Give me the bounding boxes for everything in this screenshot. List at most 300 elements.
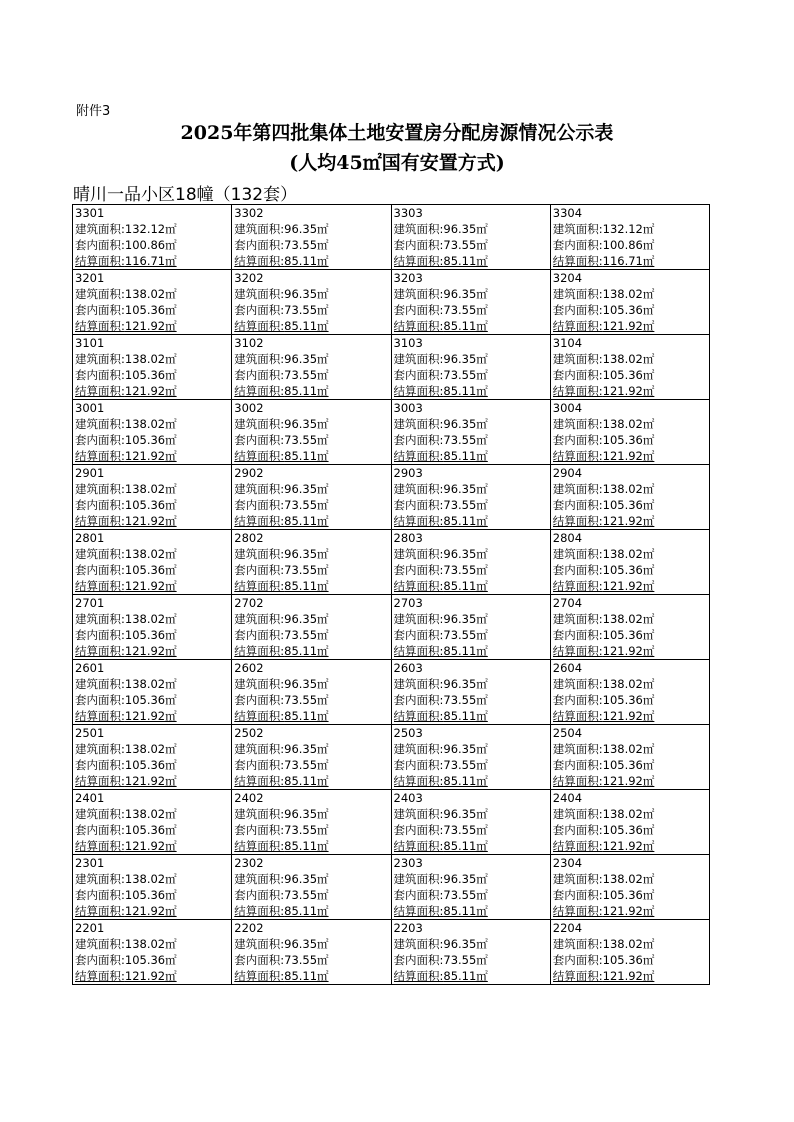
inner-area-label: 套内面积: [234,563,285,577]
unit-number-value: 2704 [552,596,583,610]
building-area-line [394,286,550,302]
inner-area-line [75,237,231,253]
building-area-label: 建筑面积: [393,287,444,301]
settlement-area-value: 85.11㎡ [443,384,488,398]
unit-number-line [394,920,550,936]
building-area-value: 138.02㎡ [602,807,655,821]
inner-area-line [553,692,709,708]
building-area-value: 96.35㎡ [284,872,329,886]
inner-area-value: 105.36㎡ [602,563,655,577]
settlement-area-label: 结算面积: [75,904,125,918]
building-area-line [394,806,550,822]
unit-cell [73,205,232,270]
building-area-label: 建筑面积: [393,417,444,431]
settlement-area-line [553,838,709,854]
inner-area-value: 73.55㎡ [284,628,329,642]
settlement-area-label: 结算面积: [393,514,444,528]
building-area-value: 138.02㎡ [124,612,177,626]
unit-number-line [553,855,709,871]
table-row [73,595,710,660]
table-row [73,205,710,270]
settlement-area-label: 结算面积: [552,774,603,788]
inner-area-label: 套内面积: [552,433,603,447]
unit-number-line [75,855,231,871]
building-area-value: 138.02㎡ [124,807,177,821]
inner-area-value: 73.55㎡ [443,758,488,772]
unit-number-value: 2804 [552,531,583,545]
building-area-label: 建筑面积: [552,352,603,366]
building-area-label: 建筑面积: [75,677,125,691]
inner-area-line [234,952,390,968]
building-area-value: 138.02㎡ [124,352,177,366]
unit-number-value: 3202 [234,271,264,285]
inner-area-label: 套内面积: [75,433,125,447]
building-area-value: 138.02㎡ [602,547,655,561]
unit-cell [232,335,391,400]
inner-area-line [553,432,709,448]
inner-area-label: 套内面积: [75,368,125,382]
building-area-label: 建筑面积: [393,742,444,756]
building-area-line [553,351,709,367]
inner-area-line [394,432,550,448]
settlement-area-line [75,643,231,659]
inner-area-line [394,562,550,578]
building-area-line [234,286,390,302]
unit-cell [550,270,709,335]
unit-cell [391,465,550,530]
inner-area-label: 套内面积: [234,628,285,642]
building-area-label: 建筑面积: [75,352,125,366]
building-area-value: 138.02㎡ [602,287,655,301]
unit-cell [391,790,550,855]
settlement-area-value: 121.92㎡ [602,644,655,658]
unit-number-line [234,855,390,871]
building-area-label: 建筑面积: [552,547,603,561]
unit-number-value: 2702 [234,596,264,610]
inner-area-line [394,237,550,253]
inner-area-value: 105.36㎡ [124,953,177,967]
building-area-label: 建筑面积: [393,222,444,236]
settlement-area-line [234,383,390,399]
table-row [73,790,710,855]
inner-area-line [75,757,231,773]
settlement-area-value: 85.11㎡ [443,774,488,788]
building-area-value: 96.35㎡ [284,222,329,236]
building-area-label: 建筑面积: [75,547,125,561]
building-area-line [75,741,231,757]
unit-number-line [75,920,231,936]
inner-area-value: 105.36㎡ [602,433,655,447]
inner-area-label: 套内面积: [234,498,285,512]
attachment-label: 附件3 [76,104,111,119]
building-area-value: 132.12㎡ [124,222,177,236]
inner-area-label: 套内面积: [234,953,285,967]
inner-area-value: 100.86㎡ [124,238,177,252]
building-area-value: 138.02㎡ [124,287,177,301]
settlement-area-label: 结算面积: [75,839,125,853]
settlement-area-line [75,383,231,399]
settlement-area-label: 结算面积: [234,969,285,983]
unit-number-line [75,595,231,611]
settlement-area-value: 85.11㎡ [284,774,329,788]
inner-area-value: 73.55㎡ [284,303,329,317]
settlement-area-label: 结算面积: [234,384,285,398]
inner-area-value: 73.55㎡ [443,368,488,382]
settlement-area-label: 结算面积: [393,839,444,853]
unit-number-value: 2504 [552,726,583,740]
inner-area-line [234,822,390,838]
inner-area-value: 73.55㎡ [443,888,488,902]
building-area-label: 建筑面积: [393,807,444,821]
unit-number-line [394,270,550,286]
settlement-area-label: 结算面积: [234,709,285,723]
building-area-value: 96.35㎡ [443,482,488,496]
building-area-value: 96.35㎡ [443,807,488,821]
unit-number-value: 2501 [75,726,105,740]
inner-area-label: 套内面积: [75,693,125,707]
settlement-area-label: 结算面积: [552,579,603,593]
settlement-area-label: 结算面积: [393,449,444,463]
building-area-line [553,481,709,497]
unit-number-value: 2403 [393,791,423,805]
unit-cell [232,595,391,660]
unit-number-value: 2701 [75,596,105,610]
inner-area-label: 套内面积: [393,953,444,967]
building-area-line [234,936,390,952]
settlement-area-label: 结算面积: [552,514,603,528]
unit-cell [550,465,709,530]
inner-area-label: 套内面积: [552,693,603,707]
building-area-label: 建筑面积: [75,222,125,236]
settlement-area-line [75,903,231,919]
building-area-label: 建筑面积: [393,872,444,886]
inner-area-value: 105.36㎡ [124,693,177,707]
inner-area-value: 105.36㎡ [124,303,177,317]
section-title: 晴川一品小区18幢（132套） [73,185,298,205]
building-area-value: 96.35㎡ [443,612,488,626]
settlement-area-line [553,383,709,399]
building-area-value: 138.02㎡ [124,482,177,496]
units-table-body [73,205,710,985]
unit-number-value: 2202 [234,921,264,935]
inner-area-label: 套内面积: [552,888,603,902]
settlement-area-label: 结算面积: [234,904,285,918]
unit-cell [73,595,232,660]
settlement-area-line [394,903,550,919]
building-area-line [234,481,390,497]
settlement-area-label: 结算面积: [234,319,285,333]
unit-cell [391,335,550,400]
building-area-label: 建筑面积: [552,872,603,886]
unit-number-line [75,660,231,676]
unit-number-line [394,205,550,221]
inner-area-label: 套内面积: [234,238,285,252]
unit-number-value: 2302 [234,856,264,870]
building-area-label: 建筑面积: [552,417,603,431]
building-area-label: 建筑面积: [552,222,603,236]
building-area-value: 96.35㎡ [284,807,329,821]
settlement-area-label: 结算面积: [552,969,603,983]
building-area-label: 建筑面积: [234,807,285,821]
inner-area-value: 105.36㎡ [602,303,655,317]
unit-cell [550,920,709,985]
settlement-area-label: 结算面积: [552,709,603,723]
building-area-line [394,936,550,952]
inner-area-label: 套内面积: [552,953,603,967]
building-area-line [75,871,231,887]
unit-number-line [553,530,709,546]
building-area-label: 建筑面积: [552,677,603,691]
unit-number-line [553,465,709,481]
inner-area-line [394,302,550,318]
inner-area-label: 套内面积: [393,888,444,902]
unit-cell [391,270,550,335]
unit-number-value: 2401 [75,791,105,805]
building-area-label: 建筑面积: [234,482,285,496]
settlement-area-line [234,903,390,919]
inner-area-line [75,952,231,968]
inner-area-label: 套内面积: [75,888,125,902]
building-area-label: 建筑面积: [552,482,603,496]
inner-area-value: 105.36㎡ [124,823,177,837]
settlement-area-value: 121.92㎡ [124,449,177,463]
unit-number-line [394,530,550,546]
unit-number-value: 2402 [234,791,264,805]
unit-number-value: 3201 [75,271,105,285]
settlement-area-value: 85.11㎡ [443,969,488,983]
inner-area-line [75,627,231,643]
settlement-area-line [394,318,550,334]
unit-number-line [75,205,231,221]
inner-area-value: 73.55㎡ [284,433,329,447]
settlement-area-line [553,773,709,789]
settlement-area-line [75,968,231,984]
unit-cell [550,595,709,660]
building-area-line [234,676,390,692]
inner-area-line [75,562,231,578]
unit-cell [73,270,232,335]
inner-area-line [234,627,390,643]
unit-cell [550,205,709,270]
unit-number-value: 3002 [234,401,264,415]
inner-area-label: 套内面积: [552,563,603,577]
settlement-area-line [234,708,390,724]
building-area-label: 建筑面积: [234,352,285,366]
unit-number-value: 2502 [234,726,264,740]
inner-area-value: 73.55㎡ [443,498,488,512]
inner-area-line [553,887,709,903]
building-area-line [394,676,550,692]
unit-cell [550,660,709,725]
building-area-label: 建筑面积: [75,417,125,431]
unit-number-line [234,920,390,936]
inner-area-value: 73.55㎡ [284,758,329,772]
unit-cell [232,855,391,920]
settlement-area-label: 结算面积: [75,969,125,983]
inner-area-line [394,822,550,838]
building-area-line [553,871,709,887]
unit-number-line [394,595,550,611]
unit-number-line [553,790,709,806]
inner-area-value: 105.36㎡ [124,888,177,902]
table-row [73,920,710,985]
building-area-label: 建筑面积: [75,742,125,756]
settlement-area-value: 121.92㎡ [602,969,655,983]
building-area-line [394,416,550,432]
inner-area-value: 73.55㎡ [284,953,329,967]
unit-cell [73,660,232,725]
building-area-label: 建筑面积: [75,872,125,886]
building-area-label: 建筑面积: [234,417,285,431]
inner-area-line [553,822,709,838]
settlement-area-line [394,838,550,854]
unit-cell [391,660,550,725]
settlement-area-value: 85.11㎡ [443,254,488,268]
building-area-label: 建筑面积: [234,937,285,951]
inner-area-line [553,497,709,513]
settlement-area-line [394,968,550,984]
settlement-area-value: 121.92㎡ [124,514,177,528]
unit-cell [550,400,709,465]
building-area-line [394,611,550,627]
inner-area-label: 套内面积: [75,238,125,252]
building-area-value: 138.02㎡ [602,482,655,496]
inner-area-label: 套内面积: [393,238,444,252]
settlement-area-line [394,708,550,724]
inner-area-value: 73.55㎡ [284,563,329,577]
settlement-area-line [234,643,390,659]
inner-area-value: 73.55㎡ [284,238,329,252]
unit-number-line [394,855,550,871]
building-area-value: 96.35㎡ [284,417,329,431]
building-area-value: 96.35㎡ [443,742,488,756]
inner-area-label: 套内面积: [75,563,125,577]
unit-cell [73,920,232,985]
inner-area-line [75,822,231,838]
table-row [73,465,710,530]
settlement-area-line [75,318,231,334]
building-area-value: 96.35㎡ [284,612,329,626]
unit-number-value: 3204 [552,271,583,285]
inner-area-label: 套内面积: [393,433,444,447]
settlement-area-label: 结算面积: [552,384,603,398]
inner-area-line [394,887,550,903]
inner-area-label: 套内面积: [75,758,125,772]
unit-number-line [553,400,709,416]
settlement-area-value: 121.92㎡ [124,774,177,788]
settlement-area-label: 结算面积: [552,319,603,333]
unit-cell [550,530,709,595]
settlement-area-value: 85.11㎡ [284,969,329,983]
settlement-area-label: 结算面积: [75,449,125,463]
inner-area-label: 套内面积: [552,628,603,642]
settlement-area-label: 结算面积: [75,774,125,788]
settlement-area-label: 结算面积: [393,969,444,983]
settlement-area-value: 121.92㎡ [602,579,655,593]
settlement-area-label: 结算面积: [234,254,285,268]
inner-area-label: 套内面积: [393,628,444,642]
settlement-area-value: 85.11㎡ [443,319,488,333]
inner-area-label: 套内面积: [552,368,603,382]
unit-cell [391,725,550,790]
building-area-line [75,611,231,627]
settlement-area-value: 85.11㎡ [284,514,329,528]
unit-number-value: 2703 [393,596,423,610]
unit-cell [73,725,232,790]
settlement-area-line [234,448,390,464]
building-area-line [75,676,231,692]
building-area-line [394,871,550,887]
building-area-line [553,416,709,432]
unit-number-value: 2304 [552,856,583,870]
unit-cell [232,725,391,790]
building-area-value: 96.35㎡ [284,937,329,951]
settlement-area-label: 结算面积: [552,449,603,463]
inner-area-line [394,692,550,708]
unit-cell [73,790,232,855]
inner-area-label: 套内面积: [552,823,603,837]
unit-number-line [553,270,709,286]
building-area-label: 建筑面积: [552,937,603,951]
building-area-line [394,351,550,367]
settlement-area-label: 结算面积: [552,839,603,853]
building-area-line [394,741,550,757]
settlement-area-line [394,448,550,464]
unit-number-line [394,790,550,806]
unit-number-value: 3303 [393,206,423,220]
unit-number-value: 2902 [234,466,264,480]
settlement-area-label: 结算面积: [393,644,444,658]
settlement-area-label: 结算面积: [75,514,125,528]
building-area-line [234,221,390,237]
building-area-value: 96.35㎡ [443,937,488,951]
unit-cell [232,790,391,855]
settlement-area-value: 121.92㎡ [602,449,655,463]
settlement-area-line [75,448,231,464]
building-area-label: 建筑面积: [234,547,285,561]
inner-area-value: 105.36㎡ [124,758,177,772]
settlement-area-value: 121.92㎡ [124,384,177,398]
table-row [73,855,710,920]
unit-cell [391,595,550,660]
unit-number-line [234,335,390,351]
unit-number-line [75,465,231,481]
unit-number-value: 2803 [393,531,423,545]
unit-cell [73,530,232,595]
settlement-area-line [75,838,231,854]
inner-area-line [234,887,390,903]
settlement-area-value: 85.11㎡ [284,644,329,658]
building-area-label: 建筑面积: [393,612,444,626]
inner-area-value: 73.55㎡ [443,953,488,967]
unit-cell [73,400,232,465]
unit-cell [232,530,391,595]
unit-number-line [553,205,709,221]
settlement-area-line [234,318,390,334]
settlement-area-line [553,448,709,464]
building-area-value: 96.35㎡ [284,352,329,366]
settlement-area-value: 85.11㎡ [443,709,488,723]
unit-number-line [394,465,550,481]
building-area-line [234,351,390,367]
inner-area-label: 套内面积: [75,628,125,642]
building-area-line [394,546,550,562]
inner-area-label: 套内面积: [552,758,603,772]
inner-area-value: 73.55㎡ [443,823,488,837]
inner-area-value: 105.36㎡ [124,498,177,512]
table-row [73,660,710,725]
unit-cell [550,725,709,790]
